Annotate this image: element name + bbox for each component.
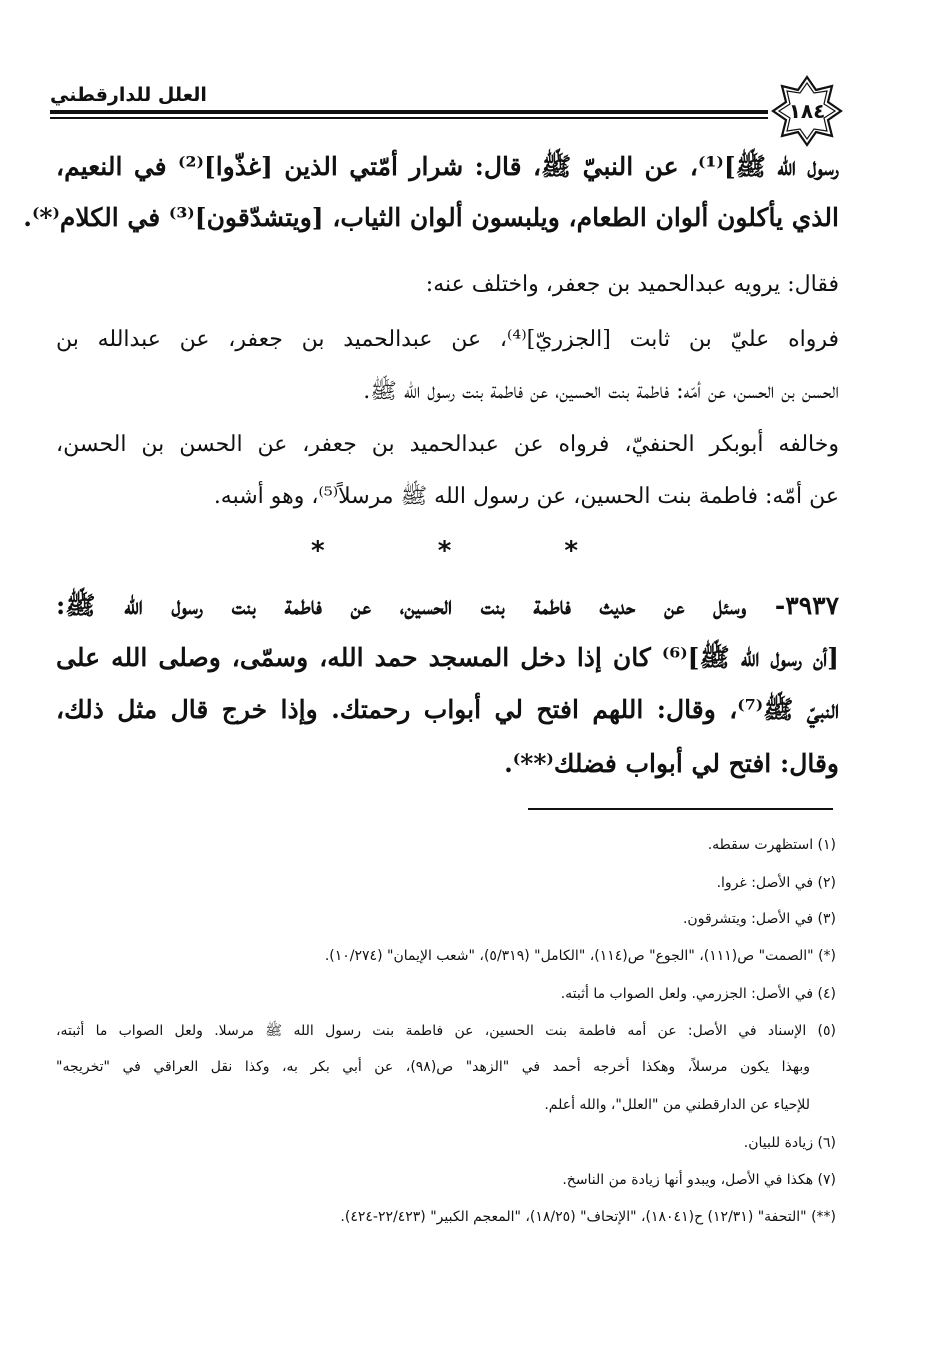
body-line: الذي يأكلون ألوان الطعام، ويلبسون ألوان الثياب، [ويتشدّقون]⁽³⁾ في الكلام⁽*⁾. [23,203,839,232]
footnote: (٥) الإسناد في الأصل: عن أمه فاطمة بنت الحسين، عن فاطمة بنت رسول الله ﷺ مرسلا. ولعل الصواب ما أثبته، [56,1023,836,1039]
footnote-continuation: وبهذا يكون مرسلاً، وهكذا أخرجه أحمد في "الزهد" ص(٩٨)، عن أبي بكر به، وكذا نقل العراقي في "تخريجه" [56,1059,810,1075]
running-title: العلل للدارقطني [50,84,207,106]
footnote: (٤) في الأصل: الجزرمي. ولعل الصواب ما أثبته. [560,986,836,1002]
header-rule-thin [50,117,768,119]
body-line: رسول الله ﷺ]⁽¹⁾، عن النبيّ ﷺ، قال: شرار أمّتي الذين [غذّوا]⁽²⁾ في النعيم، [56,152,840,181]
hadith-line: [أن رسول الله ﷺ]⁽⁶⁾ كان إذا دخل المسجد حمد الله، وسمّى، وصلى الله على [56,643,839,672]
hadith-line: النبيّ ﷺ⁽⁷⁾، وقال: اللهم افتح لي أبواب رحمتك. وإذا خرج قال مثل ذلك، [56,695,840,724]
footnote-continuation: للإحياء عن الدارقطني من "العلل"، والله أعلم. [544,1097,810,1113]
footnote: (٣) في الأصل: ويتشرقون. [682,911,836,927]
section-separator: * * * [311,536,630,566]
body-line: فقال: يرويه عبدالحميد بن جعفر، واختلف عنه: [425,272,839,297]
footnote: (٦) زيادة للبيان. [743,1135,836,1151]
footnote: (٢) في الأصل: غروا. [716,875,836,891]
body-line: فرواه عليّ بن ثابت [الجزريّ]⁽⁴⁾، عن عبدالحميد بن جعفر، عن عبدالله بن [56,327,839,352]
footnote: (*) "الصمت" ص(١١١)، "الجوع" ص(١١٤)، "الكامل" (٥/٣١٩)، "شعب الإيمان" (١٠/٢٧٤). [324,948,836,964]
page-number: ١٨٤ [788,99,826,123]
footnote-divider [528,808,833,810]
body-line: وخالفه أبوبكر الحنفيّ، فرواه عن عبدالحميد بن جعفر، عن الحسن بن الحسن، [56,432,839,457]
footnote: (١) استظهرت سقطه. [707,837,836,853]
header-rule [50,110,768,114]
body-line: الحسن بن الحسن، عن أمّه: فاطمة بنت الحسين، عن فاطمة بنت رسول الله ﷺ. [363,379,839,404]
body-line: عن أمّه: فاطمة بنت الحسين، عن رسول الله ﷺ مرسلاً⁽⁵⁾، وهو أشبه. [213,484,839,509]
hadith-line: ٣٩٣٧- وسئل عن حديث فاطمة بنت الحسين، عن فاطمة بنت رسول الله ﷺ: [56,591,839,620]
footnote: (**) "التحفة" (١٢/٣١) ح(١٨٠٤١)، "الإتحاف" (١٨/٢٥)، "المعجم الكبير" (٢٢/٤٢٣-٤٢٤). [340,1209,836,1225]
page-number-badge [770,74,844,148]
hadith-line: وقال: افتح لي أبواب فضلك⁽**⁾. [504,749,839,778]
footnote: (٧) هكذا في الأصل، ويبدو أنها زيادة من الناسخ. [562,1172,836,1188]
